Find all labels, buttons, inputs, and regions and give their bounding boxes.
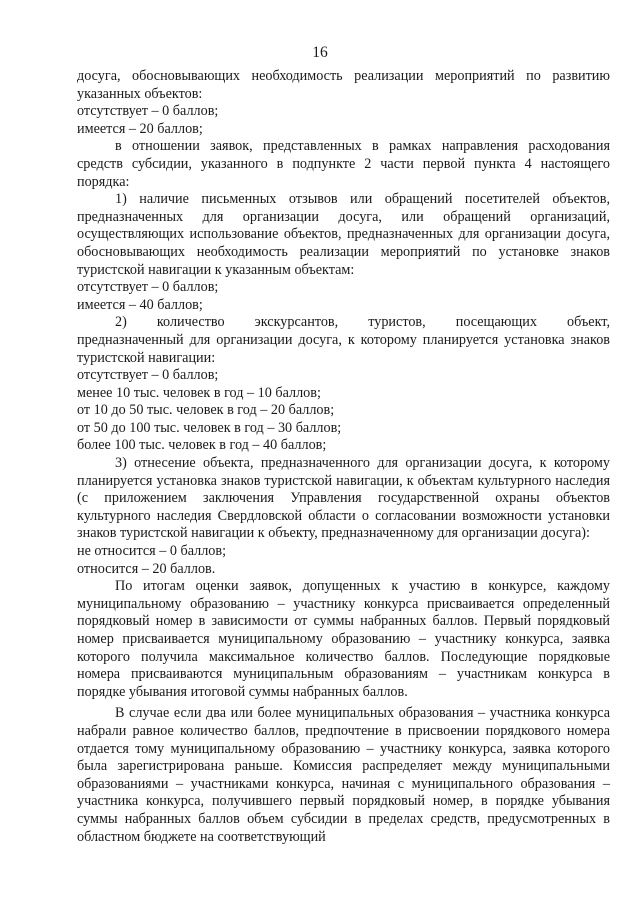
paragraph-ranking: По итогам оценки заявок, допущенных к участию в конкурсе, каждому муниципальному образованию – участнику конкурса присваивается определенный порядковый номер в зависимости от суммы набранных баллов. Первый порядковый номер присваивается муниципальному образованию – участнику конкурса, заявка которого получила максимальное количество баллов. Последующие порядковые номера присваиваются муниципальным образованиям – участникам конкурса в порядке убывания итоговой суммы набранных баллов.: [77, 578, 610, 700]
score-option: от 10 до 50 тыс. человек в год – 20 баллов;: [77, 402, 335, 419]
score-option: не относится – 0 баллов;: [77, 543, 227, 560]
score-option: отсутствует – 0 баллов;: [77, 367, 219, 384]
score-option: имеется – 40 баллов;: [77, 296, 203, 313]
paragraph-continuation: досуга, обосновывающих необходимость реализации мероприятий по развитию указанных объектов:: [77, 68, 610, 102]
criterion-1: 1) наличие письменных отзывов или обращений посетителей объектов, предназначенных для организации досуга, или обращений организаций, осуществляющих использование объектов, предназначенных для организации досуга, обосновывающих необходимость реализации мероприятий по установке знаков туристской навигации к указанным объектам:: [77, 191, 610, 278]
score-option: менее 10 тыс. человек в год – 10 баллов;: [77, 384, 321, 401]
criterion-3: 3) отнесение объекта, предназначенного для организации досуга, к которому планируется установка знаков туристской навигации, к объектам культурного наследия (с приложением заключения Управления государственной охраны объектов культурного наследия Свердловской области о согласовании возможности установки знаков туристской навигации к объекту, предназначенному для организации досуга):: [77, 455, 610, 542]
score-option: имеется – 20 баллов;: [77, 120, 203, 137]
score-option: отсутствует – 0 баллов;: [77, 103, 219, 120]
criterion-2-first-line: 2) количество экскурсантов, туристов, посещающих объект,: [115, 314, 610, 331]
criterion-2-rest: предназначенный для организации досуга, к которому планируется установка знаков туристской навигации:: [77, 331, 610, 366]
paragraph: в отношении заявок, представленных в рамках направления расходования средств субсидии, указанного в подпункте 2 части первой пункта 4 настоящего порядка:: [77, 138, 610, 190]
document-body: [77, 68, 610, 846]
score-option: отсутствует – 0 баллов;: [77, 279, 219, 296]
page-number: 16: [312, 44, 328, 61]
score-option: от 50 до 100 тыс. человек в год – 30 баллов;: [77, 419, 342, 436]
score-option: относится – 20 баллов.: [77, 560, 216, 577]
score-option: более 100 тыс. человек в год – 40 баллов;: [77, 437, 327, 454]
paragraph-tie-break: В случае если два или более муниципальных образования – участника конкурса набрали равное количество баллов, предпочтение в присвоении порядкового номера отдается тому муниципальному образованию – участнику конкурса, заявка которого была зарегистрирована раньше. Комиссия распределяет между муниципальными образованиями – участниками конкурса, начиная с муниципального образования – участника конкурса, получившего первый порядковый номер, в порядке убывания суммы набранных баллов объем субсидии в пределах средств, предусмотренных в областном бюджете на соответствующий: [77, 705, 610, 845]
